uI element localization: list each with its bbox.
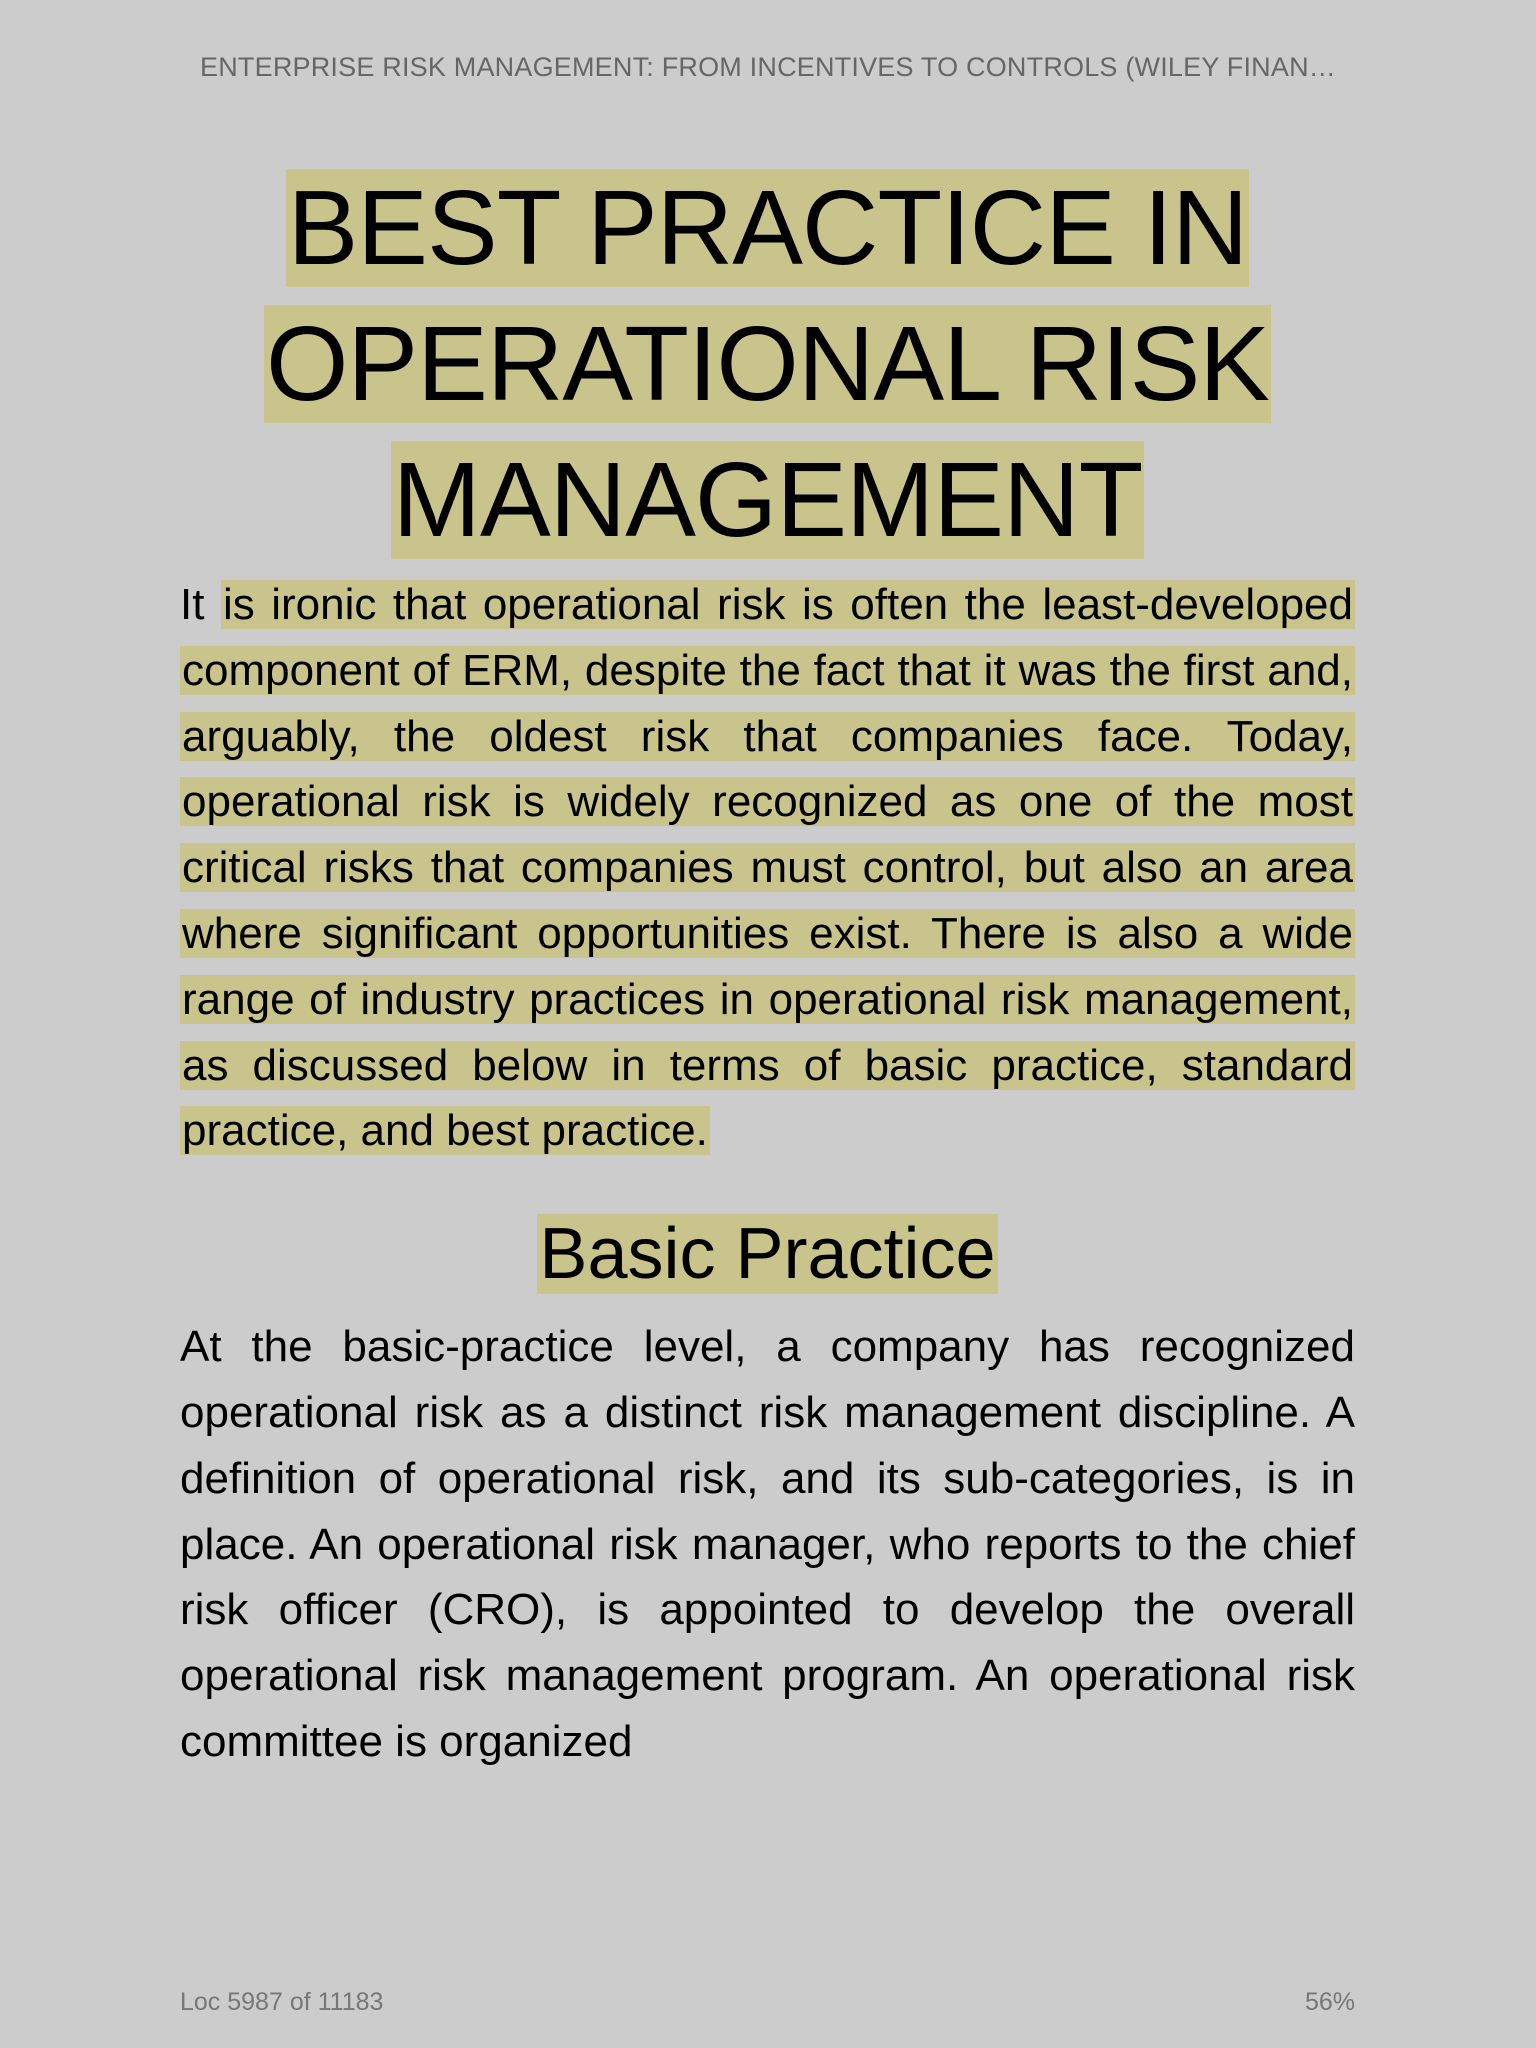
section-heading-highlight[interactable]: Basic Practice [539, 1214, 996, 1295]
section-heading-basic-practice [180, 1204, 1355, 1304]
intro-paragraph [180, 572, 1355, 1164]
intro-lead-text: It [180, 580, 205, 629]
reading-page [180, 160, 1355, 1775]
progress-percent: 56% [1304, 1988, 1355, 2016]
location-indicator: Loc 5987 of 11183 [180, 1988, 384, 2016]
chapter-title [180, 160, 1355, 568]
basic-practice-paragraph: At the basic-practice level, a company has recognized operational risk as a distinct risk management discipline. A definition of operational risk, and its sub-categories, is in place. An operational risk manager, who reports to the chief risk officer (CRO), is appointed to develop the overall operational risk management program. An operational risk committee is organized [180, 1322, 1355, 1766]
chapter-title-highlight[interactable]: BEST PRACTICE IN OPERATIONAL RISK MANAGEMENT [265, 169, 1269, 559]
intro-highlight-2[interactable]: component of ERM, despite the fact that it was the first and, arguably, the oldest risk that companies face. Today, operational risk is widely recognized as one of the most critical risks that companies must control, but also an area where significant opportunities exist. There is also a wide range of industry practices in operational risk management, as discussed below in terms of basic practice, standard practice, and best practice. [182, 645, 1353, 1156]
intro-highlight-1[interactable]: is ironic that operational risk is often the least-developed [222, 580, 1353, 629]
book-title-header: ENTERPRISE RISK MANAGEMENT: FROM INCENTIVES TO CONTROLS (WILEY FINAN… [200, 52, 1336, 82]
